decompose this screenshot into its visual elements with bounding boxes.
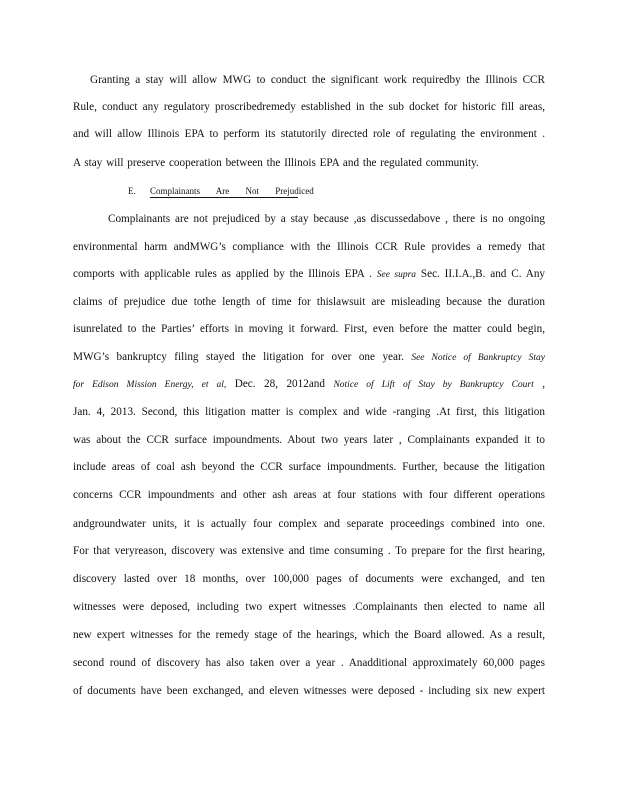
citation-see-supra: See supra <box>376 270 417 280</box>
citation-notice-bankruptcy: See Notice of Bankruptcy Stay <box>411 353 545 363</box>
para1-line-4: A stay will preserve cooperation between the Illinois EPA and the regulated community. <box>73 157 479 169</box>
para2-line-17: second round of discovery has also taken over a year . Anadditional approximately 60,000 pages <box>73 657 545 669</box>
para2-line-11: concerns CCR impoundments and other ash areas at four stations with four different operations <box>73 489 545 501</box>
para2-line-6-text-a: MWG’s bankruptcy filing stayed the litigation for over one year. <box>73 351 404 363</box>
para2-line-9: was about the CCR surface impoundments. About two years later , Complainants expanded it to <box>73 434 545 446</box>
citation-edison: for Edison Mission Energy, et al, <box>73 380 227 390</box>
section-letter: E. <box>128 186 136 196</box>
para2-line-3-text-a: comports with applicable rules as applied by the Illinois EPA . <box>73 268 372 280</box>
citation-notice-lift: Notice of Lift of Stay by Bankruptcy Court <box>333 380 534 390</box>
para2-line-7-date: Dec. 28, 2012and <box>234 378 325 390</box>
para2-line-6 <box>73 350 545 365</box>
section-title: Complainants Are Not Prejudiced <box>150 186 314 196</box>
para2-line-10: include areas of coal ash beyond the CCR surface impoundments. Further, because the litigation <box>73 461 545 473</box>
para2-line-14: discovery lasted over 18 months, over 100,000 pages of documents were exchanged, and ten <box>73 573 545 585</box>
para2-line-3 <box>73 267 545 282</box>
para1-line-1: Granting a stay will allow MWG to conduct the significant work requiredby the Illinois CCR <box>90 74 545 86</box>
para2-line-7 <box>73 377 545 392</box>
para2-line-12: andgroundwater units, it is actually four complex and separate proceedings combined into one. <box>73 518 545 530</box>
para2-line-8: Jan. 4, 2013. Second, this litigation matter is complex and wide -ranging .At first, this litigation <box>73 406 545 418</box>
para2-line-18: of documents have been exchanged, and eleven witnesses were deposed - including six new expert <box>73 685 545 697</box>
para2-line-7-comma: , <box>542 378 546 390</box>
para1-line-2: Rule, conduct any regulatory proscribedremedy established in the sub docket for historic fill areas, <box>73 101 545 113</box>
para2-line-2: environmental harm andMWG’s compliance with the Illinois CCR Rule provides a remedy that <box>73 241 545 253</box>
para2-line-16: new expert witnesses for the remedy stage of the hearings, which the Board allowed. As a result, <box>73 629 545 641</box>
para2-line-15: witnesses were deposed, including two expert witnesses .Complainants then elected to name all <box>73 601 545 613</box>
para1-line-3: and will allow Illinois EPA to perform its statutorily directed role of regulating the environment . <box>73 128 545 140</box>
para2-line-5: isunrelated to the Parties’ efforts in moving it forward. First, even before the matter could begin, <box>73 323 545 335</box>
section-heading <box>128 185 314 198</box>
para2-line-13: For that veryreason, discovery was extensive and time consuming . To prepare for the first hearing, <box>73 545 545 557</box>
para2-line-1: Complainants are not prejudiced by a stay because ,as discussedabove , there is no ongoing <box>108 213 545 225</box>
para2-line-4: claims of prejudice due tothe length of time for thislawsuit are misleading because the duration <box>73 296 545 308</box>
para2-line-3-text-c: Sec. II.I.A.,B. and C. Any <box>420 268 546 280</box>
